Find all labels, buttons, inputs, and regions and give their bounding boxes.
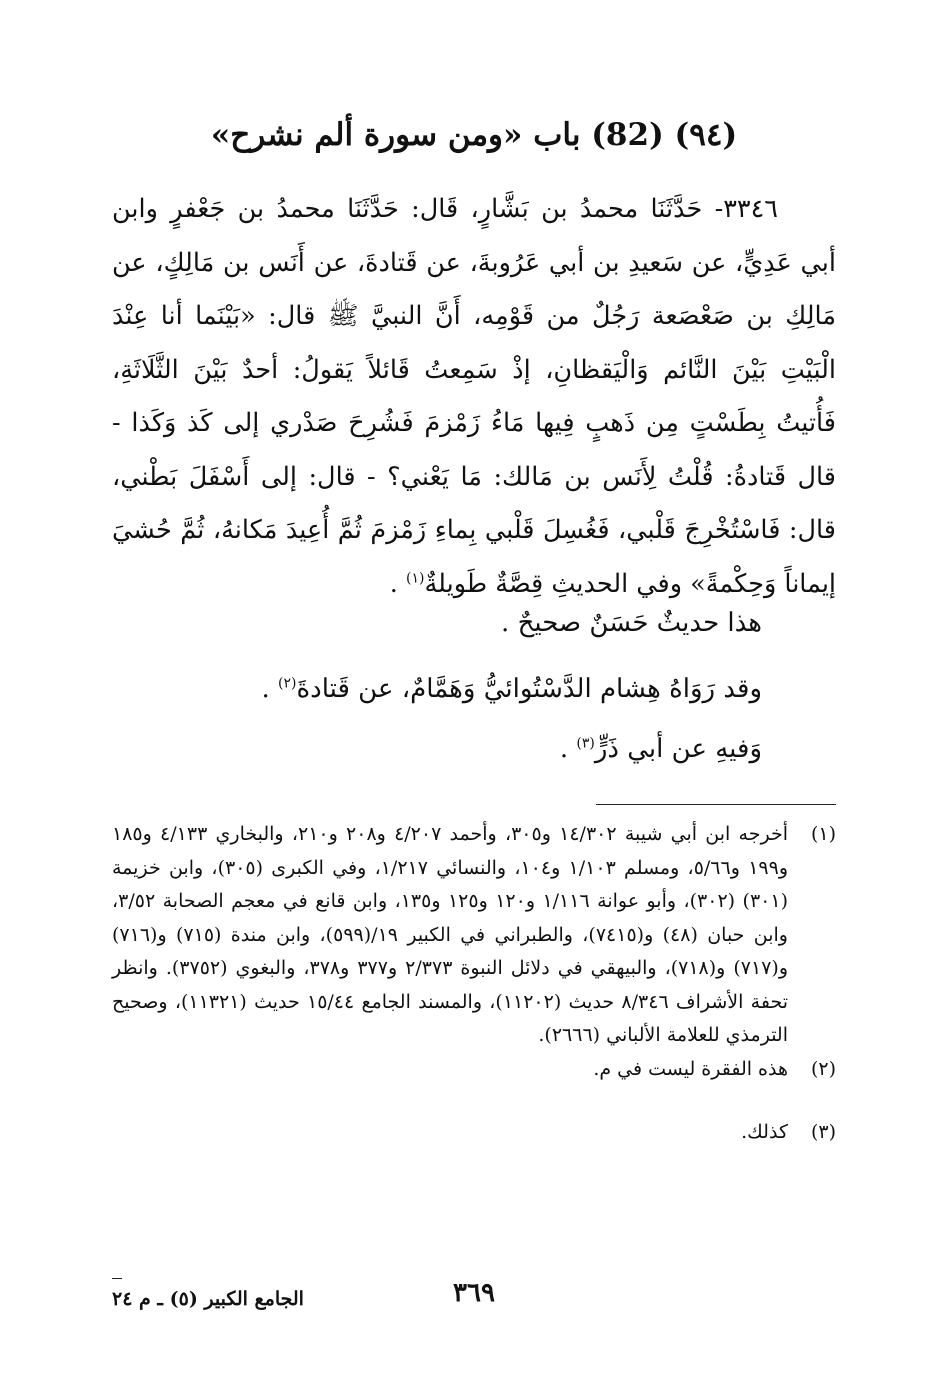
grading-text: هذا حديثٌ حَسَنٌ صحيحٌ . [501,608,762,638]
page-footer [112,1278,836,1328]
footnote-text: أخرجه ابن أبي شيبة ١٤/٣٠٢ و٣٠٥، وأحمد ٤/٢٠٧ و٢٠٨ و٢١٠، والبخاري ٤/١٣٣ و١٨٥ و١٩٩ و٥/٦٦، ومسلم ١/١٠٣ و١٠٤، والنسائي ١/٢١٧، وفي الكبرى (٣٠٥)، وابن خزيمة (٣٠١) (٣٠٢)، وأبو عوانة ١/١١٦ و١٢٠ و١٢٥ و١٣٥، وابن قانع في معجم الصحابة ٣/٥٢، وابن حبان (٤٨) و(٧٤١٥)، والطبراني في الكبير ١٩/(٥٩٩)، وابن مندة (٧١٥) و(٧١٦) و(٧١٧) و(٧١٨)، والبيهقي في دلائل النبوة ٢/٣٧٣ و٣٧٧ و٣٧٨، والبغوي (٣٧٥٢). وانظر تحفة الأشراف ٨/٣٤٦ حديث (١١٢٠٢)، والمسند الجامع ١٥/٤٤ حديث (١١٣٢١)، وصحيح الترمذي للعلامة الألباني (٢٦٦٦). [112,823,788,1046]
signature-mark [112,1278,122,1279]
footnote-3 [112,1116,836,1150]
footnote-2 [112,1053,836,1087]
footnote-ref-1[interactable]: (١) [406,570,425,586]
narration-text: وقد رَوَاهُ هِشام الدَّسْتُوائيُّ وَهَمَّامٌ، عن قَتادةَ [296,674,762,704]
hadith-body-text: ٣٣٤٦- حَدَّثَنَا محمدُ بن بَشَّارٍ، قَال: حَدَّثَنَا محمدُ بن جَعْفرٍ وابن أبي عَدِيٍّ، عن سَعيدِ بن أبي عَرُوبةَ، عن قَتادةَ، عن أَنَس بن مَالِكٍ، عن مَالِكِ بن صَعْصَعة رَجُلٌ من قَوْمِه، أَنَّ النبيَّ ﷺ قال: «بَيْنَما أنا عِنْدَ الْبَيْتِ بَيْنَ النَّائم وَالْيَقظانِ، إذْ سَمِعتُ قَائلاً يَقولُ: أحدٌ بَيْنَ الثَّلَاثَةِ، فَأُتيتُ بِطَسْتٍ مِن ذَهبٍ فِيها مَاءُ زَمْزمَ فَشُرِحَ صَدْري إلى كَذ وَكَذا - قال قَتادةُ: قُلْتُ لِأَنَس بن مَالك: مَا يَعْني؟ - قال: إلى أَسْفَلَ بَطْني، قال: فَاسْتُخْرِجَ قَلْبي، فَغُسِلَ قَلْبي بِماءِ زَمْزمَ ثُمَّ أُعِيدَ مَكانهُ، ثُمَّ حُشيَ إيماناً وَحِكْمةً» وفي الحديثِ قِصَّةٌ طَويلةٌ [112,194,836,599]
footnote-number: (٢) [810,1057,836,1080]
hadith-text [112,183,836,611]
chapter-heading: (٩٤) (82) باب «ومن سورة ألم نشرح» [210,117,738,153]
page-number: ٣٦٩ [453,1278,495,1308]
footnote-ref-2[interactable]: (٢) [278,675,297,692]
footnotes [112,818,836,1150]
footnote-1 [112,818,836,1053]
chapter-comment-text: وَفيهِ عن أبي ذَرٍّ [594,734,762,764]
printer-signature: الجامع الكبير (٥) ـ م ٢٤ [112,1288,304,1310]
grading-comment [112,600,762,646]
narration-comment [112,666,762,712]
footnote-ref-3[interactable]: (٣) [576,735,595,752]
chapter-comment-end: . [559,734,577,764]
narration-end: . [261,674,279,704]
footnote-text: كذلك. [741,1121,788,1143]
footnote-number: (٣) [810,1121,836,1143]
footnote-text: هذه الفقرة ليست في م. [593,1057,788,1080]
chapter-comment [112,726,762,772]
hadith-end: . [389,568,407,599]
footnote-separator [596,804,836,805]
footnote-number: (١) [810,823,836,845]
